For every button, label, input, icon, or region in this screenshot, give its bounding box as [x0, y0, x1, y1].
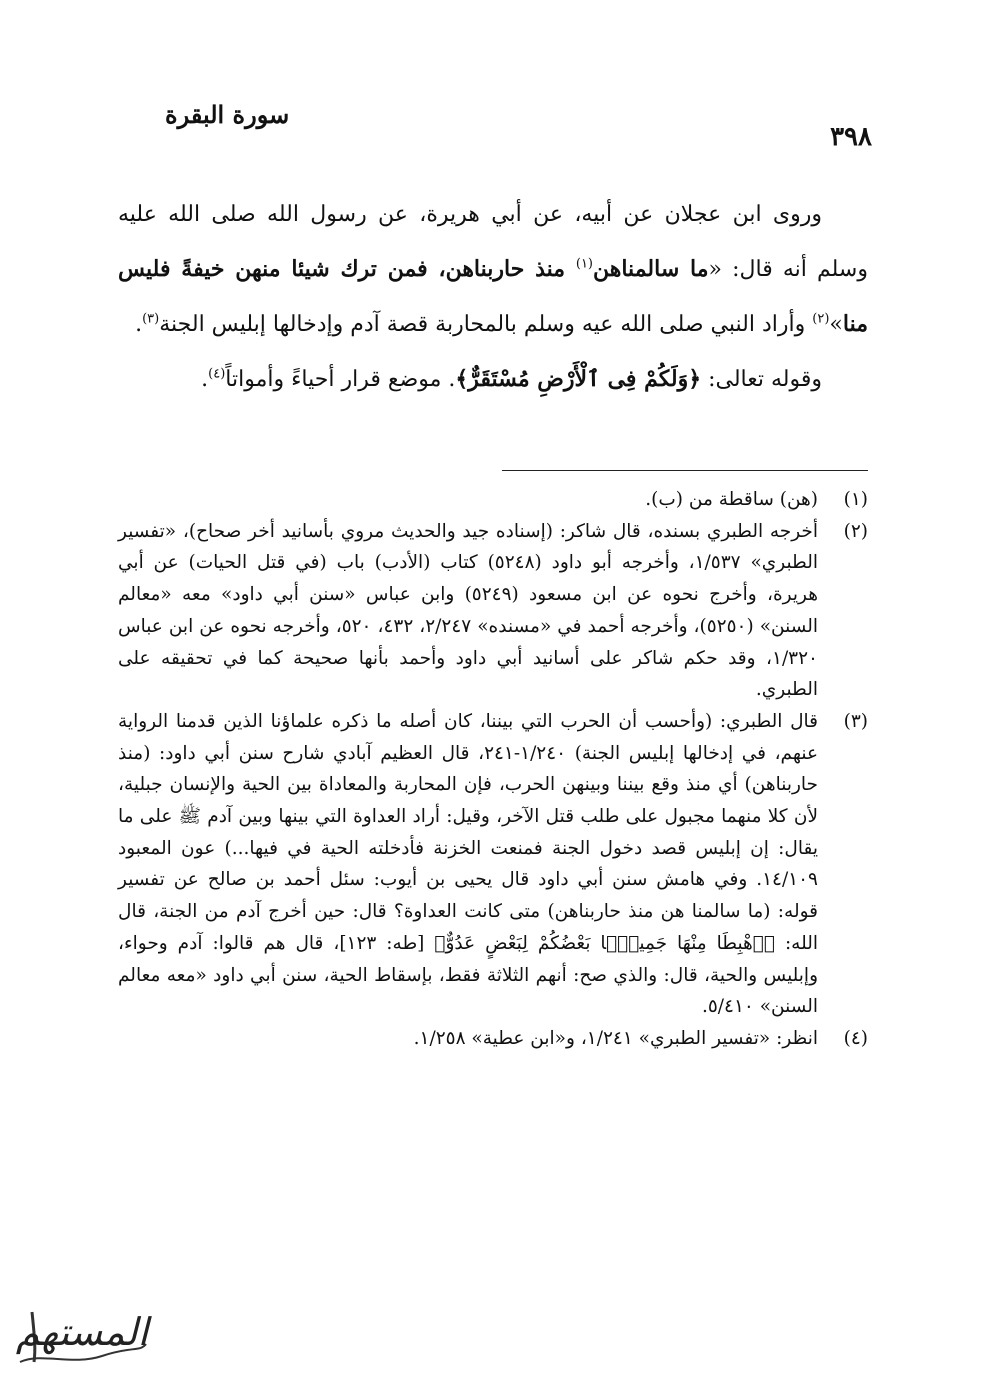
- footnote-2: [118, 516, 868, 706]
- period: .: [135, 312, 143, 337]
- footnote-ref-2: (٢): [812, 311, 830, 327]
- footnote-ref-1: (١): [575, 256, 593, 272]
- main-text-block: [118, 188, 868, 407]
- footnote-number: (٣): [843, 710, 868, 732]
- verse-intro: وقوله تعالى:: [701, 367, 822, 392]
- footnote-text: قال الطبري: (وأحسب أن الحرب التي بيننا، كان أصله ما ذكره علماؤنا الذين قدمنا الرواية عنهم، في إدخالها إبليس الجنة) ١/٢٤٠-٢٤١، قال العظيم آبادي شارح سنن أبي داود: (منذ حاربناهن) أي منذ وقع بيننا وبينهن الحرب، فإن المحاربة والمعاداة بين الحية والإنسان جبلية، لأن كلا منهما مجبول على طلب قتل الآخر، وقيل: أراد العداوة التي بينها وبين آدم ﷺ على ما يقال: إن إبليس قصد دخول الجنة فمنعت الخزنة فأدخلته الحية في فيها...) عون المعبود ١٤/١٠٩. وفي هامش سنن أبي داود قال يحيى بن أيوب: سئل أحمد بن صالح عن تفسير قوله: (ما سالمنا هن منذ حاربناهن) متى كانت العداوة؟ قال: حين أخرج آدم من الجنة، قال الله: ﴿ٱهْبِطَا مِنْهَا جَمِيعًۢا بَعْضُكُمْ لِبَعْضٍ عَدُوٌّ﴾ [طه: ١٢٣]، قال هم قالوا: آدم وحواء، وإبليس والحية، قال: والذي صح: أنهم الثلاثة فقط، بإسقاط الحية، سنن أبي داود «معه معالم السنن» ٥/٤١٠.: [118, 710, 818, 1018]
- footnote-number: (٢): [843, 520, 868, 542]
- footnote-3: [118, 706, 868, 1023]
- footnote-separator: [502, 470, 868, 471]
- footnote-4: [118, 1023, 868, 1055]
- footnote-text: (هن) ساقطة من (ب).: [645, 489, 818, 510]
- hadith-quote-part2: منذ حاربناهن، فمن ترك شيئا منهن خيفةً فليس منا: [118, 256, 868, 337]
- footnote-text: انظر: «تفسير الطبري» ١/٢٤١، و«ابن عطية» ١/٢٥٨.: [413, 1027, 818, 1049]
- footnote-ref-3: (٣): [142, 311, 160, 327]
- page-number: ٣٩٨: [830, 122, 872, 152]
- publisher-logo: [12, 1292, 152, 1376]
- footnote-number: (١): [843, 489, 868, 510]
- commentary-text: وأراد النبي صلى الله عيه وسلم بالمحاربة قصة آدم وإدخالها إبليس الجنة: [159, 312, 813, 337]
- verse-explanation: . موضع قرار أحياءً وأمواتاً: [225, 367, 456, 392]
- footnote-ref-4: (٤): [208, 366, 226, 382]
- paragraph-verse: [118, 352, 868, 407]
- quran-verse: ﴿وَلَكُمْ فِى ٱلْأَرْضِ مُسْتَقَرٌّ﴾: [455, 366, 702, 392]
- paragraph-hadith: [118, 188, 868, 352]
- footnotes-section: [118, 484, 868, 1055]
- hadith-intro: وروى ابن عجلان عن أبيه، عن أبي هريرة، عن رسول الله صلى الله عليه وسلم أنه قال: «: [118, 202, 868, 282]
- quote-close: »: [829, 312, 843, 337]
- period: .: [201, 367, 209, 392]
- footnote-text: أخرجه الطبري بسنده، قال شاكر: (إسناده جيد والحديث مروي بأسانيد أخر صحاح)، «تفسير الطبري» ١/٥٣٧، وأخرجه أبو داود (٥٢٤٨) كتاب (الأدب) باب (في قتل الحيات) عن أبي هريرة، وأخرج نحوه عن ابن مسعود (٥٢٤٩) وابن عباس «سنن أبي داود» معه «معالم السنن» (٥٢٥٠)، وأخرجه أحمد في «مسنده» ٢/٢٤٧، ٤٣٢، ٥٢٠، وأخرجه نحوه عن ابن عباس ١/٣٢٠، وقد حكم شاكر على أسانيد أبي داود وأحمد بأنها صحيحة كما في تحقيقه على الطبري.: [118, 520, 819, 701]
- surah-header-title: سورة البقرة: [165, 100, 290, 129]
- hadith-quote-part1: ما سالمناهن: [593, 256, 709, 282]
- footnote-1: [118, 484, 868, 516]
- footnote-number: (٤): [843, 1027, 868, 1049]
- logo-text: المستهم: [15, 1310, 149, 1354]
